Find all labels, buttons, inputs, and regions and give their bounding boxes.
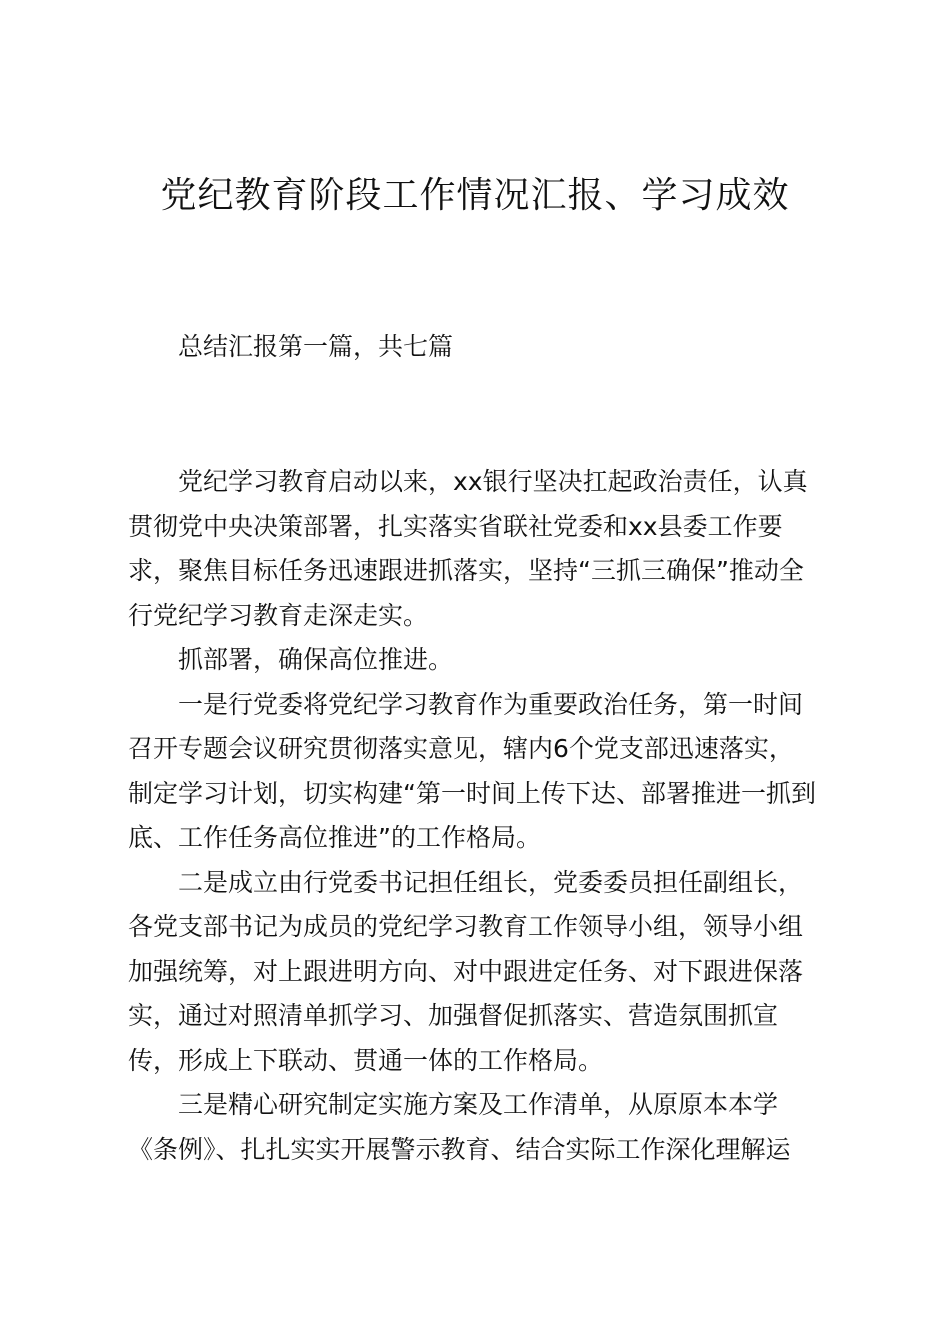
document-body [128,460,828,1172]
text-line: 党纪学习教育启动以来，xx银行坚决扛起政治责任，认真 [128,467,808,496]
paragraph-point-one [128,683,828,861]
paragraph-point-three [128,1083,828,1172]
paragraph-point-two [128,861,828,1084]
text-line: 行党纪学习教育走深走实。 [128,600,429,630]
text-line: 《条例》、扎扎实实开展警示教育、结合实际工作深化理解运 [128,1134,791,1164]
text-line: 底、工作任务高位推进”的工作格局。 [128,823,541,852]
text-line: 加强统筹，对上跟进明方向、对中跟进定任务、对下跟进保落 [128,956,804,986]
text-line: 传，形成上下联动、贯通一体的工作格局。 [128,1045,604,1075]
document-subtitle: 总结汇报第一篇，共七篇 [178,332,454,361]
text-line: 各党支部书记为成员的党纪学习教育工作领导小组，领导小组 [128,912,804,941]
text-line: 一是行党委将党纪学习教育作为重要政治任务，第一时间 [128,689,804,719]
text-line: 求，聚焦目标任务迅速跟进抓落实，坚持“三抓三确保”推动全 [128,556,804,585]
text-line: 召开专题会议研究贯彻落实意见，辖内6个党支部迅速落实， [128,734,794,763]
text-line: 抓部署，确保高位推进。 [128,645,454,674]
text-line: 三是精心研究制定实施方案及工作清单，从原原本本学 [128,1090,779,1119]
text-line: 二是成立由行党委书记担任组长，党委委员担任副组长， [128,867,804,897]
paragraph-intro [128,460,828,638]
document-title: 党纪教育阶段工作情况汇报、学习成效 [160,175,790,216]
text-line: 制定学习计划，切实构建“第一时间上传下达、部署推进一抓到 [128,778,816,808]
paragraph-heading-deployment [128,638,828,683]
text-line: 贯彻党中央决策部署，扎实落实省联社党委和xx县委工作要 [128,511,783,541]
text-line: 实，通过对照清单抓学习、加强督促抓落实、营造氛围抓宣 [128,1001,779,1030]
